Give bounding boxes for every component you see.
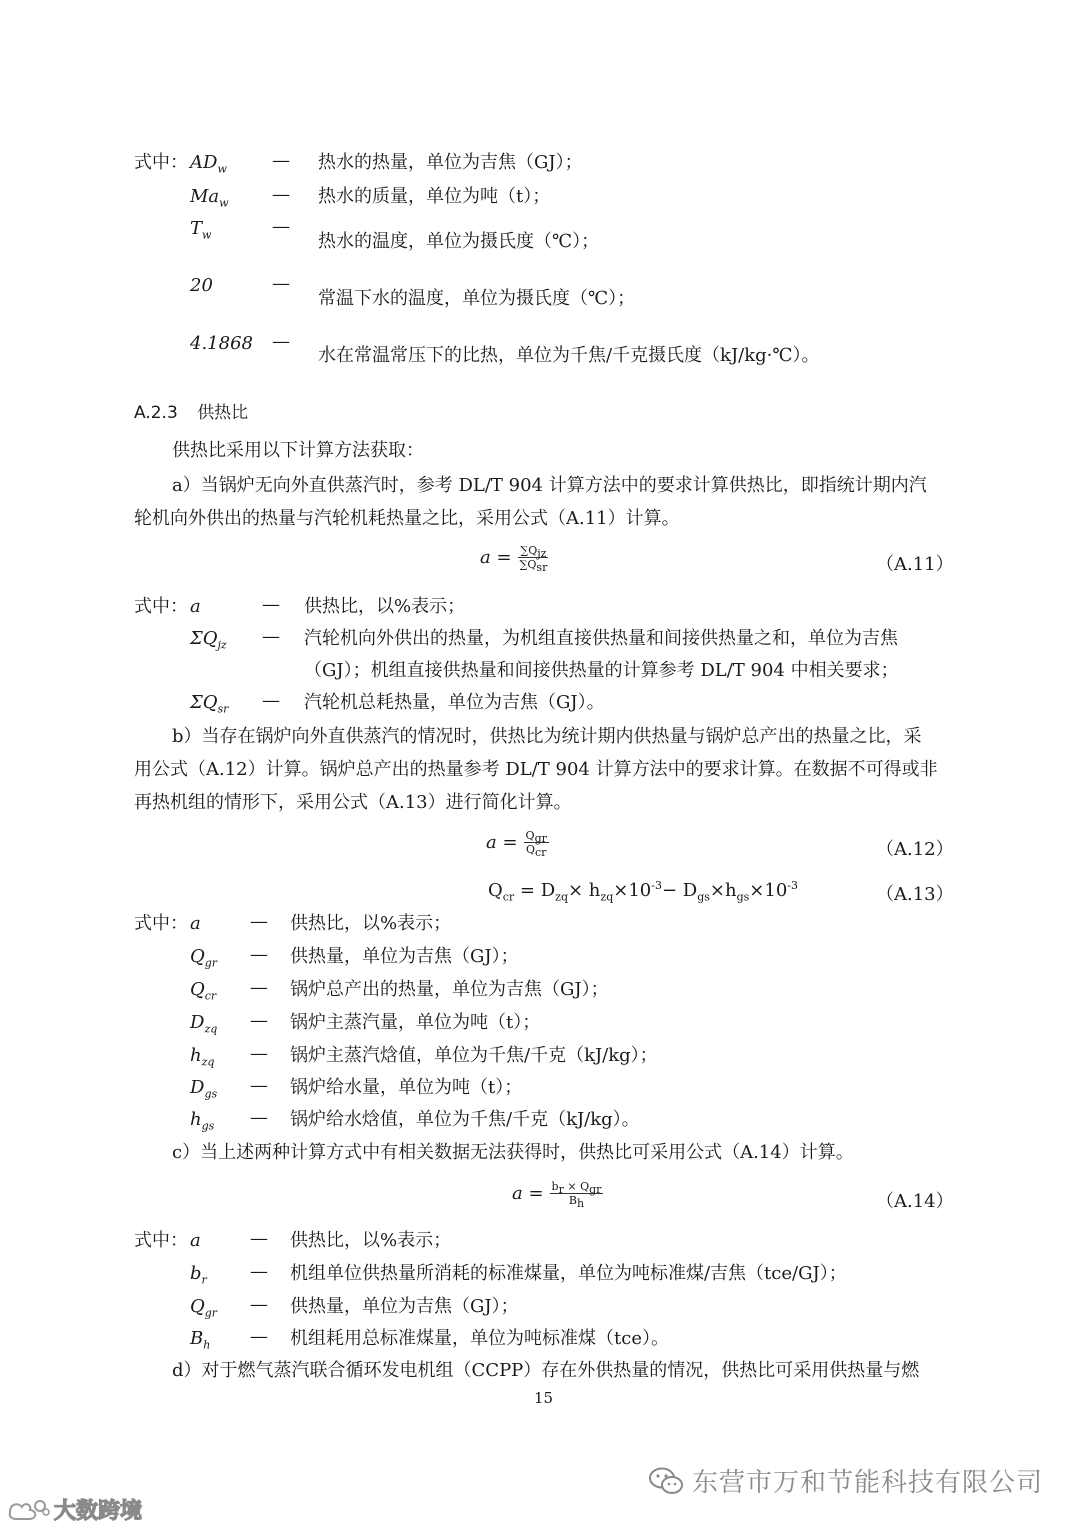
def-description: 锅炉总产出的热量，单位为吉焦（GJ）； bbox=[290, 979, 609, 1000]
def-description: 锅炉给水焓值，单位为千焦/千克（kJ/kg）。 bbox=[290, 1109, 640, 1130]
def-symbol: $Ma_w$ bbox=[190, 186, 229, 210]
paragraph-b-line: b）当存在锅炉向外直供蒸汽的情况时，供热比为统计期内供热量与锅炉总产出的热量之比，采 bbox=[172, 726, 922, 747]
equation-number: （A.12） bbox=[876, 839, 954, 860]
def-dash: — bbox=[250, 1228, 268, 1249]
def-dash: — bbox=[272, 150, 290, 171]
watermark-brand-name: 大数跨境 bbox=[54, 1499, 143, 1524]
def-dash: — bbox=[250, 911, 268, 932]
def-symbol: 4.1868 bbox=[190, 333, 253, 354]
fraction-denominator: $Q_{cr}$ bbox=[525, 843, 547, 860]
equation-lhs: a = bbox=[512, 1183, 544, 1204]
def-symbol: $b_r$ bbox=[190, 1263, 207, 1287]
equation-lhs: a = bbox=[480, 547, 512, 568]
equation-number: （A.11） bbox=[876, 554, 954, 575]
def-dash: — bbox=[250, 1010, 268, 1031]
defs-label: 式中： bbox=[134, 152, 188, 173]
def-dash: — bbox=[250, 977, 268, 998]
paragraph-a-line: 轮机向外供出的热量与汽轮机耗热量之比，采用公式（A.11）计算。 bbox=[134, 508, 680, 529]
def-description: 热水的热量，单位为吉焦（GJ）； bbox=[318, 152, 583, 173]
def-description-continued: （GJ）；机组直接供热量和间接供热量的计算参考 DL/T 904 中相关要求； bbox=[304, 660, 899, 681]
def-description: 汽轮机总耗热量，单位为吉焦（GJ）。 bbox=[304, 692, 605, 713]
def-dash: — bbox=[250, 1043, 268, 1064]
def-symbol: $B_h$ bbox=[190, 1328, 211, 1352]
def-symbol: $\Sigma Q_{jz}$ bbox=[190, 628, 227, 652]
def-description: 供热比，以%表示； bbox=[290, 913, 452, 934]
def-dash: — bbox=[262, 690, 280, 711]
fraction-denominator: $\sum Q_{sr}$ bbox=[519, 558, 548, 575]
def-symbol: $h_{zq}$ bbox=[190, 1045, 215, 1069]
def-dash: — bbox=[272, 331, 290, 352]
def-symbol: a bbox=[190, 596, 201, 617]
fraction-numerator: $Q_{gr}$ bbox=[525, 829, 547, 846]
def-description: 锅炉主蒸汽焓值，单位为千焦/千克（kJ/kg）； bbox=[290, 1045, 658, 1066]
equation-number: （A.14） bbox=[876, 1191, 954, 1212]
watermark-company-name: 东营市万和节能科技有限公司 bbox=[692, 1468, 1044, 1498]
wechat-icon bbox=[648, 1466, 684, 1496]
intro-paragraph: 供热比采用以下计算方法获取： bbox=[172, 440, 424, 461]
equation-number: （A.13） bbox=[876, 884, 954, 905]
def-symbol: $T_w$ bbox=[190, 218, 212, 242]
def-description: 机组单位供热量所消耗的标准煤量，单位为吨标准煤/吉焦（tce/GJ）； bbox=[290, 1263, 847, 1284]
def-description: 热水的质量，单位为吨（t）； bbox=[318, 186, 551, 207]
def-symbol: $D_{zq}$ bbox=[190, 1012, 218, 1036]
def-dash: — bbox=[262, 594, 280, 615]
def-dash: — bbox=[272, 184, 290, 205]
def-dash: — bbox=[272, 273, 290, 294]
defs-label: 式中： bbox=[134, 596, 188, 617]
def-dash: — bbox=[250, 1326, 268, 1347]
def-symbol: $\Sigma Q_{sr}$ bbox=[190, 692, 229, 716]
paragraph-a-line: a）当锅炉无向外直供蒸汽时，参考 DL/T 904 计算方法中的要求计算供热比，即指统计期内汽 bbox=[172, 475, 927, 496]
equation-a12 bbox=[486, 829, 549, 860]
def-description: 供热量，单位为吉焦（GJ）； bbox=[290, 946, 519, 967]
def-dash: — bbox=[250, 1294, 268, 1315]
fraction-denominator: $B_h$ bbox=[568, 1194, 585, 1211]
section-number: A.2.3 bbox=[134, 403, 178, 423]
def-dash: — bbox=[250, 1075, 268, 1096]
paragraph-c: c）当上述两种计算方式中有相关数据无法获得时，供热比可采用公式（A.14）计算。 bbox=[172, 1142, 854, 1163]
defs-label: 式中： bbox=[134, 913, 188, 934]
paragraph-b-line: 再热机组的情形下，采用公式（A.13）进行简化计算。 bbox=[134, 792, 572, 813]
paragraph-d: d）对于燃气蒸汽联合循环发电机组（CCPP）存在外供热量的情况，供热比可采用供热量与燃 bbox=[172, 1360, 920, 1381]
equation-a14 bbox=[512, 1180, 603, 1211]
def-symbol: $Q_{gr}$ bbox=[190, 946, 218, 970]
def-description: 机组耗用总标准煤量，单位为吨标准煤（tce）。 bbox=[290, 1328, 669, 1349]
def-symbol: a bbox=[190, 913, 201, 934]
def-description: 锅炉主蒸汽量，单位为吨（t）； bbox=[290, 1012, 541, 1033]
def-description: 汽轮机向外供出的热量，为机组直接供热量和间接供热量之和，单位为吉焦 bbox=[304, 628, 898, 649]
def-symbol: a bbox=[190, 1230, 201, 1251]
page-number: 15 bbox=[534, 1389, 554, 1407]
section-heading bbox=[134, 398, 248, 423]
def-dash: — bbox=[250, 1107, 268, 1128]
def-symbol: $AD_w$ bbox=[190, 152, 227, 176]
def-dash: — bbox=[272, 216, 290, 237]
def-description: 热水的温度，单位为摄氏度（℃）； bbox=[318, 231, 600, 252]
watermark-company bbox=[648, 1462, 1043, 1499]
section-title: 供热比 bbox=[197, 403, 249, 423]
weibo-icon bbox=[6, 1498, 50, 1522]
def-description: 水在常温常压下的比热，单位为千焦/千克摄氏度（kJ/kg·℃）。 bbox=[318, 345, 820, 366]
fraction-numerator: $b_r \times Q_{gr}$ bbox=[551, 1180, 602, 1197]
fraction-numerator: $\sum Q_{jz}$ bbox=[520, 544, 547, 561]
def-symbol: $Q_{cr}$ bbox=[190, 979, 217, 1003]
def-dash: — bbox=[250, 1261, 268, 1282]
equation-lhs: a = bbox=[486, 832, 518, 853]
def-symbol: $D_{gs}$ bbox=[190, 1077, 218, 1101]
def-description: 常温下水的温度，单位为摄氏度（℃）； bbox=[318, 288, 636, 309]
def-dash: — bbox=[262, 626, 280, 647]
def-symbol: $h_{gs}$ bbox=[190, 1109, 215, 1133]
def-description: 供热量，单位为吉焦（GJ）； bbox=[290, 1296, 519, 1317]
watermark-brand bbox=[6, 1494, 142, 1525]
def-description: 供热比，以%表示； bbox=[304, 596, 466, 617]
def-symbol: $Q_{gr}$ bbox=[190, 1296, 218, 1320]
def-description: 供热比，以%表示； bbox=[290, 1230, 452, 1251]
def-symbol: 20 bbox=[190, 275, 213, 296]
equation-a11 bbox=[480, 544, 549, 575]
defs-label: 式中： bbox=[134, 1230, 188, 1251]
paragraph-b-line: 用公式（A.12）计算。锅炉总产出的热量参考 DL/T 904 计算方法中的要求计算。在数据不可得或非 bbox=[134, 759, 938, 780]
def-description: 锅炉给水量，单位为吨（t）； bbox=[290, 1077, 523, 1098]
equation-a13: $Q_{cr} = D_{zq}\times h_{zq}\times 10^{-3}- D_{gs}\times h_{gs}\times 10^{-3}$ bbox=[488, 879, 798, 904]
def-dash: — bbox=[250, 944, 268, 965]
